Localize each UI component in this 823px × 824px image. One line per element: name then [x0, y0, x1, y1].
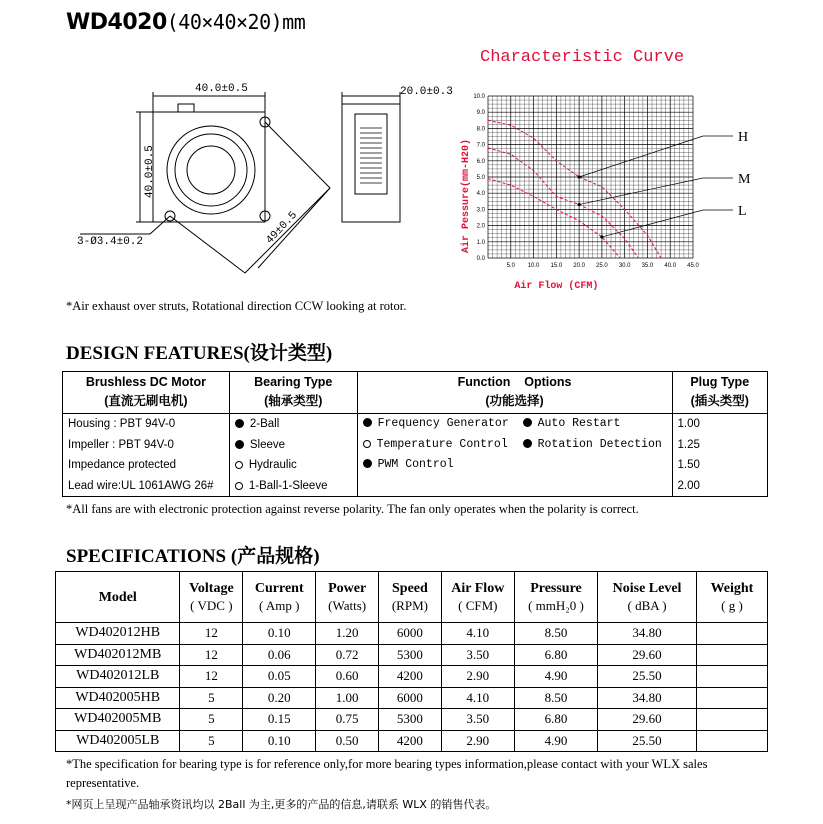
- header-plug: Plug Type (插头类型): [672, 372, 767, 414]
- spec-header-cell: Pressure ( mmH₂0 ): [514, 572, 597, 623]
- spec-value-cell: 0.05: [243, 666, 316, 688]
- fan-tab: [178, 104, 194, 112]
- spec-value-cell: 6000: [379, 687, 442, 709]
- spec-value-cell: 0.10: [243, 730, 316, 752]
- x-axis-label: Air Flow (CFM): [514, 281, 599, 292]
- function-option: Temperature Control: [358, 435, 518, 456]
- polarity-note: *All fans are with electronic protection against reverse polarity. The fan only operates when the polarity is correct.: [66, 502, 639, 516]
- y-tick-label: 10.0: [473, 94, 485, 100]
- y-tick-label: 7.0: [476, 142, 485, 149]
- depth-dimension: 20.0±0.3: [400, 86, 453, 98]
- spec-value-cell: 4.10: [441, 687, 514, 709]
- exhaust-note: *Air exhaust over struts, Rotational direction CCW looking at rotor.: [66, 299, 407, 313]
- table-row: [56, 644, 768, 666]
- x-tick-label: 30.0: [618, 263, 631, 269]
- spec-value-cell: 25.50: [598, 730, 697, 752]
- x-tick-label: 40.0: [664, 263, 677, 269]
- spec-value-cell: 3.50: [441, 644, 514, 666]
- spec-value-cell: 34.80: [598, 687, 697, 709]
- table-row: [56, 730, 768, 752]
- spec-value-cell: 5: [180, 709, 243, 731]
- series-label-L: L: [738, 204, 747, 219]
- y-tick-label: 5.0: [476, 175, 485, 181]
- x-tick-label: 5.0: [506, 263, 515, 269]
- spec-value-cell: 5: [180, 730, 243, 752]
- y-tick-label: 2.0: [476, 223, 485, 230]
- height-dimension: 40.0±0.5: [144, 145, 156, 198]
- spec-value-cell: 25.50: [598, 666, 697, 688]
- leader-line: [579, 178, 703, 205]
- series-label-H: H: [738, 130, 749, 145]
- spec-value-cell: 5300: [379, 644, 442, 666]
- spec-value-cell: 12: [180, 644, 243, 666]
- mechanical-drawing: [60, 78, 480, 298]
- model-cell: WD402005LB: [56, 730, 180, 752]
- open-dot-icon: [363, 440, 371, 448]
- fan-side-body: [355, 114, 387, 194]
- function-option: PWM Control: [358, 455, 518, 476]
- spec-header-cell: Current ( Amp ): [243, 572, 316, 623]
- plug-option: 2.00: [677, 479, 700, 492]
- spec-value-cell: 2.90: [441, 666, 514, 688]
- motor-spec: Impedance protected: [68, 459, 177, 471]
- spec-header-cell: Power (Watts): [316, 572, 379, 623]
- spec-value-cell: [696, 666, 767, 688]
- y-tick-label: 8.0: [476, 126, 485, 133]
- series-marker: [578, 175, 581, 178]
- series-label-M: M: [738, 172, 751, 187]
- spec-value-cell: 6000: [379, 623, 442, 645]
- series-line-L: [488, 179, 620, 258]
- filled-dot-icon: [363, 459, 372, 468]
- table-row: [56, 666, 768, 688]
- spec-value-cell: [696, 687, 767, 709]
- bearing-cell: [229, 414, 357, 497]
- product-title: [66, 10, 305, 35]
- function-cell: [357, 414, 672, 497]
- spec-value-cell: [696, 644, 767, 666]
- x-tick-label: 20.0: [573, 263, 585, 269]
- hole-dimension: 3-Ø3.4±0.2: [77, 236, 144, 248]
- spec-value-cell: 29.60: [598, 644, 697, 666]
- spec-value-cell: 4200: [379, 666, 442, 688]
- spec-value-cell: 4.10: [441, 623, 514, 645]
- header-motor: Brushless DC Motor (直流无刷电机): [63, 372, 230, 414]
- x-tick-label: 25.0: [596, 263, 608, 269]
- filled-dot-icon: [235, 440, 244, 449]
- spec-value-cell: 12: [180, 666, 243, 688]
- design-features-title: DESIGN FEATURES(设计类型): [66, 343, 333, 364]
- spec-value-cell: 0.60: [316, 666, 379, 688]
- spec-header-cell: Air Flow ( CFM): [441, 572, 514, 623]
- plug-option: 1.25: [677, 438, 700, 451]
- leader-line: [602, 210, 703, 237]
- bearing-note: *The specification for bearing type is for reference only,for more bearing types information,please contact with your WLX sales representative.: [66, 757, 708, 790]
- spec-value-cell: 4.90: [514, 730, 597, 752]
- spec-value-cell: 0.75: [316, 709, 379, 731]
- spec-value-cell: 0.20: [243, 687, 316, 709]
- spec-value-cell: 1.20: [316, 623, 379, 645]
- outlet-outline: [170, 122, 330, 273]
- characteristic-curve-chart: [455, 86, 755, 296]
- x-tick-label: 15.0: [550, 263, 563, 269]
- filled-dot-icon: [523, 418, 532, 427]
- chart-title: Characteristic Curve: [480, 48, 685, 67]
- fan-housing-circle: [167, 126, 255, 214]
- spec-value-cell: 8.50: [514, 623, 597, 645]
- model-cell: WD402005HB: [56, 687, 180, 709]
- model-cell: WD402012MB: [56, 644, 180, 666]
- spec-value-cell: 5300: [379, 709, 442, 731]
- x-tick-label: 45.0: [687, 263, 699, 269]
- spec-value-cell: 29.60: [598, 709, 697, 731]
- model-cell: WD402012HB: [56, 623, 180, 645]
- diagonal-dimension: 49±0.5: [264, 209, 300, 247]
- spec-header-cell: Speed (RPM): [379, 572, 442, 623]
- motor-spec: Housing : PBT 94V-0: [68, 418, 176, 430]
- y-tick-label: 3.0: [476, 207, 485, 214]
- spec-header-cell: Weight ( g ): [696, 572, 767, 623]
- leader-line: [579, 136, 703, 177]
- table-row: [56, 623, 768, 645]
- x-tick-label: 35.0: [641, 263, 654, 269]
- plug-option: 1.00: [677, 418, 700, 430]
- filled-dot-icon: [523, 439, 532, 448]
- width-dimension: 40.0±0.5: [195, 83, 248, 95]
- spec-header-cell: Voltage ( VDC ): [180, 572, 243, 623]
- plug-cell: [672, 414, 767, 497]
- bearing-option: Hydraulic: [230, 455, 357, 476]
- design-features-table: [62, 371, 768, 497]
- spec-value-cell: [696, 730, 767, 752]
- y-tick-label: 4.0: [476, 191, 485, 198]
- spec-value-cell: 1.00: [316, 687, 379, 709]
- filled-dot-icon: [235, 419, 244, 428]
- function-option: Rotation Detection: [518, 435, 662, 456]
- spec-value-cell: 0.10: [243, 623, 316, 645]
- spec-value-cell: 8.50: [514, 687, 597, 709]
- model-name: WD4020: [66, 10, 167, 35]
- spec-value-cell: 0.72: [316, 644, 379, 666]
- motor-spec: Impeller : PBT 94V-0: [68, 438, 174, 451]
- chinese-note: *网页上呈现产品轴承资讯均以 2Ball 为主,更多的产品的信息,请联系 WLX 的销售代表。: [66, 798, 497, 811]
- spec-value-cell: 12: [180, 623, 243, 645]
- y-tick-label: 0.0: [476, 256, 485, 262]
- spec-value-cell: 0.15: [243, 709, 316, 731]
- table-row: [56, 709, 768, 731]
- spec-value-cell: 3.50: [441, 709, 514, 731]
- spec-value-cell: 0.06: [243, 644, 316, 666]
- bearing-option: 2-Ball: [230, 414, 357, 435]
- spec-header-cell: Model: [56, 572, 180, 623]
- spec-value-cell: 6.80: [514, 709, 597, 731]
- motor-cell: [63, 414, 230, 497]
- spec-value-cell: 0.50: [316, 730, 379, 752]
- function-option: Auto Restart: [518, 414, 662, 435]
- open-dot-icon: [235, 482, 243, 490]
- spec-value-cell: [696, 709, 767, 731]
- spec-value-cell: 6.80: [514, 644, 597, 666]
- function-option: Frequency Generator: [358, 414, 518, 435]
- x-tick-label: 10.0: [527, 263, 540, 269]
- plug-option: 1.50: [677, 459, 700, 471]
- header-bearing: Bearing Type (轴承类型): [229, 372, 357, 414]
- specifications-title: SPECIFICATIONS (产品规格): [66, 546, 320, 567]
- model-cell: WD402012LB: [56, 666, 180, 688]
- y-axis-label: Air Pessure(mm-H20): [461, 138, 472, 253]
- open-dot-icon: [235, 461, 243, 469]
- spec-value-cell: 5: [180, 687, 243, 709]
- y-tick-label: 9.0: [476, 110, 485, 117]
- model-dimensions: (40×40×20)mm: [166, 10, 306, 34]
- fan-hub-circle: [187, 146, 235, 194]
- bearing-option: Sleeve: [230, 435, 357, 456]
- spec-value-cell: 4200: [379, 730, 442, 752]
- motor-spec: Lead wire:UL 1061AWG 26#: [68, 479, 214, 492]
- y-tick-label: 6.0: [476, 158, 485, 165]
- model-cell: WD402005MB: [56, 709, 180, 731]
- bearing-option: 1-Ball-1-Sleeve: [230, 476, 357, 497]
- spec-header-cell: Noise Level ( dBA ): [598, 572, 697, 623]
- spec-value-cell: 4.90: [514, 666, 597, 688]
- table-row: [56, 687, 768, 709]
- spec-value-cell: [696, 623, 767, 645]
- header-function: Function Options (功能选择): [357, 372, 672, 414]
- specifications-table: [55, 571, 768, 752]
- spec-value-cell: 34.80: [598, 623, 697, 645]
- spec-value-cell: 2.90: [441, 730, 514, 752]
- filled-dot-icon: [363, 418, 372, 427]
- y-tick-label: 1.0: [476, 239, 485, 246]
- fan-impeller-circle: [175, 134, 247, 206]
